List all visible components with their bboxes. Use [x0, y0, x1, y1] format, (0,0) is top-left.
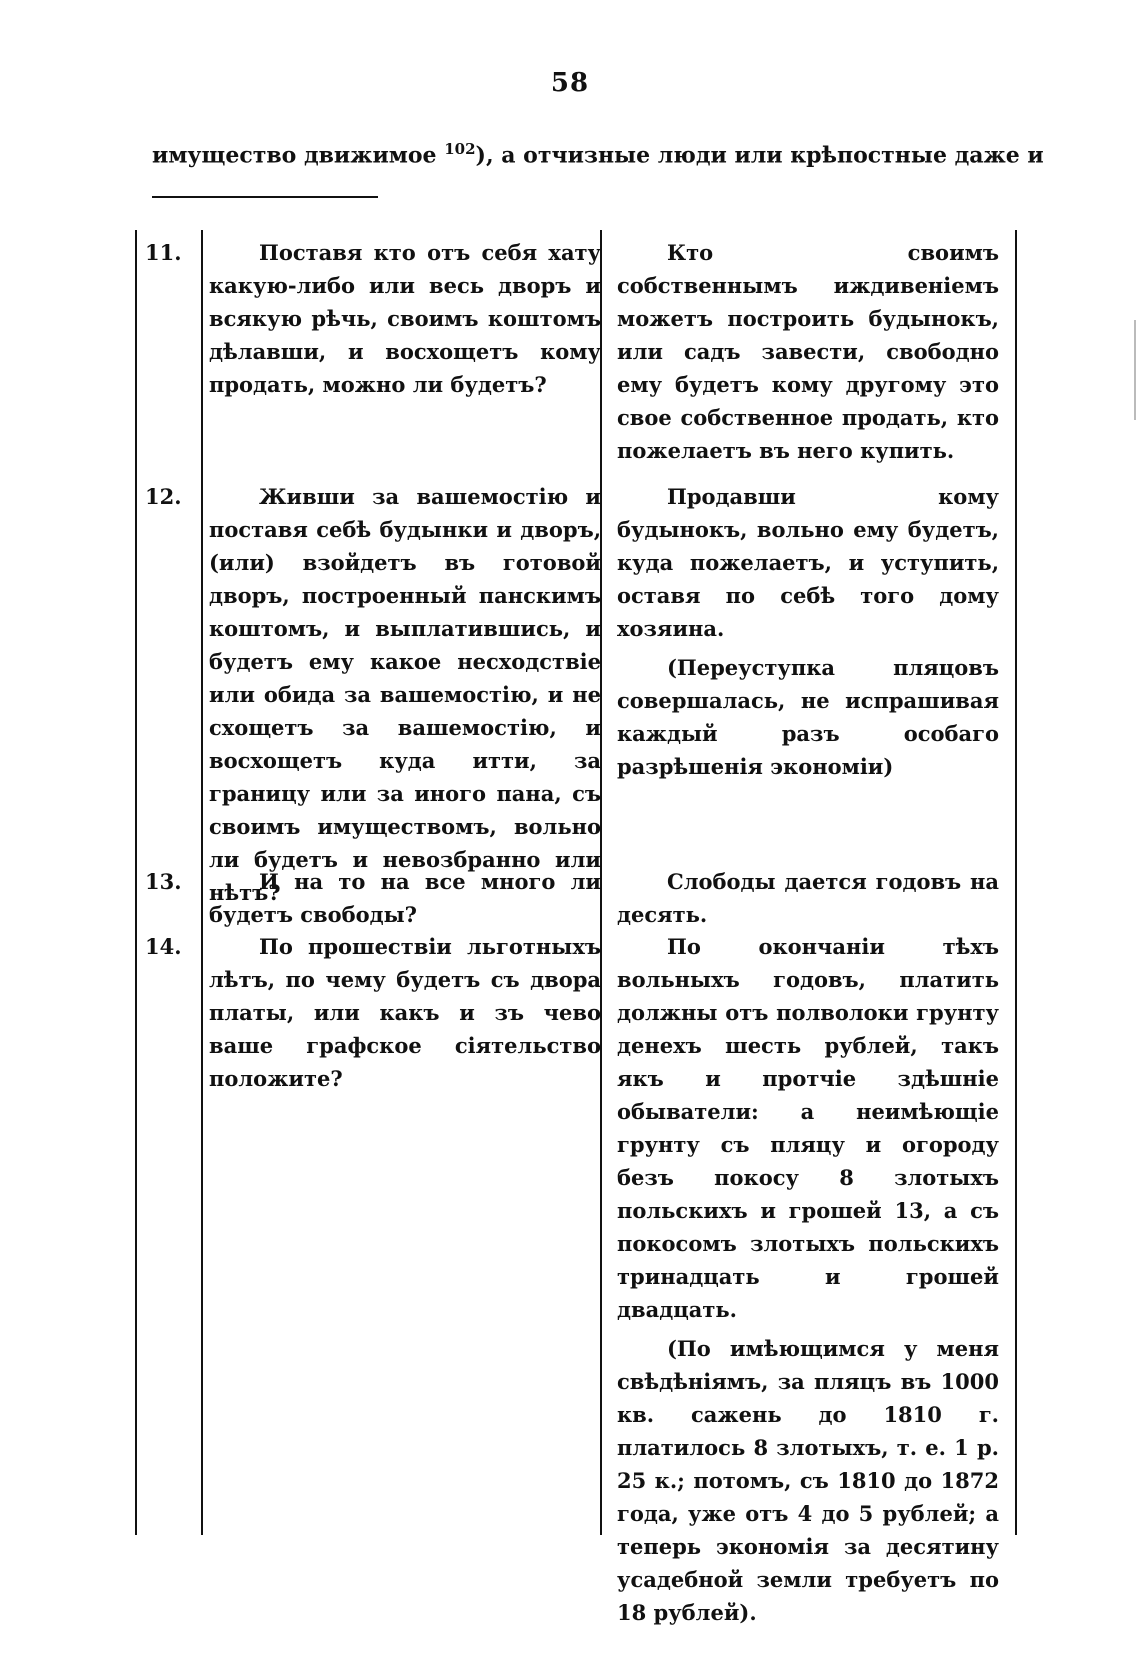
footnote-ref: 102 [444, 140, 476, 158]
table-divider-number [201, 230, 203, 1535]
row-number: 11. [145, 240, 182, 265]
answer-paragraph: Продавши кому будынокъ, вольно ему будетъ, куда пожелаетъ, и уступить, оставя по себѣ того дому хозяина. [617, 484, 999, 641]
answer-cell [617, 480, 999, 783]
answer-cell [617, 930, 999, 1629]
page-edge-mark [1134, 320, 1136, 420]
question-cell [209, 480, 601, 909]
question-text: По прошествіи льготныхъ лѣтъ, по чему будетъ съ двора платы, или какъ и зъ чево ваше графское сіятельство положите? [209, 934, 601, 1091]
answer-note: (Переуступка пляцовъ совершалась, не испрашивая каждый разъ особаго разрѣшенія экономіи) [617, 655, 999, 779]
question-cell [209, 865, 601, 931]
row-number: 12. [145, 484, 182, 509]
question-cell [209, 236, 601, 401]
table-border-left [135, 230, 137, 1535]
answer-paragraph: По окончаніи тѣхъ вольныхъ годовъ, платить должны отъ полволоки грунту денехъ шесть рублей, такъ якъ и протчіе здѣшніе обыватели: а неимѣющіе грунту съ пляцу и огороду безъ покосу 8 злотыхъ польскихъ и грошей 13, а съ покосомъ злотыхъ польскихъ тринадцать и грошей двадцать. [617, 934, 999, 1322]
intro-text: имущество движимое [152, 142, 437, 169]
answer-cell [617, 236, 999, 467]
answer-paragraph: Кто своимъ собственнымъ иждивеніемъ можетъ построить будынокъ, или садъ завести, свободно ему будетъ кому другому это свое собственное продать, кто пожелаетъ въ него купить. [617, 240, 999, 463]
intro-text-after: ), а отчизные люди или крѣпостные даже и [475, 142, 1044, 169]
question-text: И на то на все много ли будетъ свободы? [209, 869, 601, 927]
page-number: 58 [550, 68, 590, 98]
answer-cell [617, 865, 999, 931]
question-cell [209, 930, 601, 1095]
table-border-right [1015, 230, 1017, 1535]
row-number: 13. [145, 869, 182, 894]
answer-paragraph: Слободы дается годовъ на десять. [617, 869, 999, 927]
answer-note: (По имѣющимся у меня свѣдѣніямъ, за пляцъ въ 1000 кв. сажень до 1810 г. платилось 8 злотыхъ, т. е. 1 р. 25 к.; потомъ, съ 1810 до 1872 года, уже отъ 4 до 5 рублей; а теперь экономія за десятину усадебной земли требуетъ по 18 рублей). [617, 1336, 999, 1625]
question-text: Живши за вашемостію и поставя себѣ будынки и дворъ, (или) взойдетъ въ готовой дворъ, построенный панскимъ коштомъ, и выплатившись, и будетъ ему какое несходствіе или обида за вашемостію, и не схощетъ за вашемостію, и восхощетъ куда итти, за границу или за иного пана, съ своимъ имуществомъ, вольно ли будетъ и невозбранно или нѣтъ? [209, 484, 601, 905]
footnote-rule [152, 196, 378, 198]
row-number: 14. [145, 934, 182, 959]
question-text: Поставя кто отъ себя хату какую-либо или весь дворъ и всякую рѣчь, своимъ коштомъ дѣлавши, и восхощетъ кому продать, можно ли будетъ? [209, 240, 601, 397]
intro-line [152, 132, 1044, 172]
